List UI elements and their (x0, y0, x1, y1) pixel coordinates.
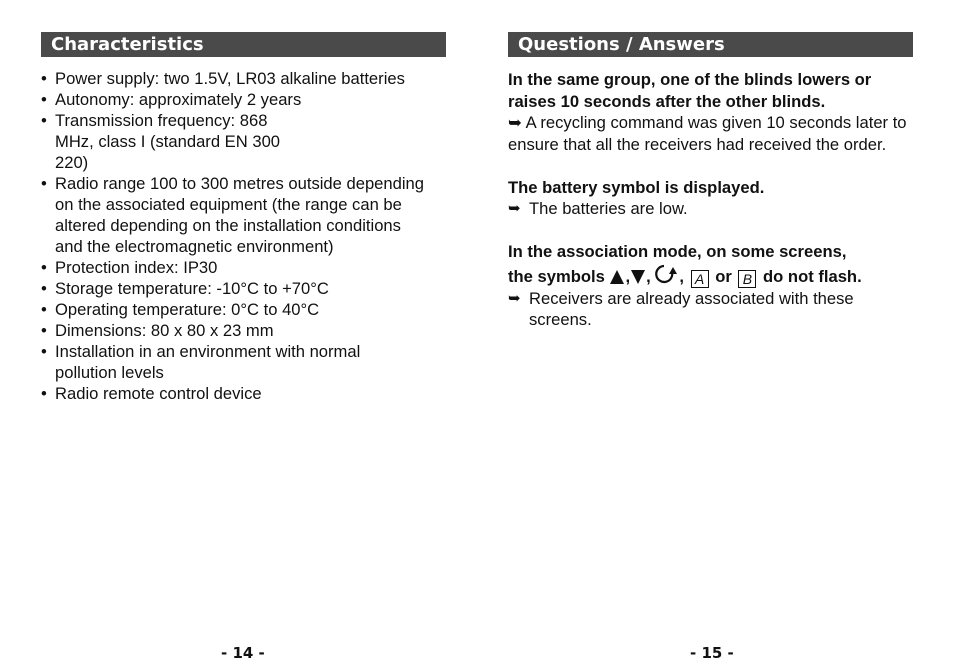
bullet: • (41, 69, 47, 88)
bullet: • (41, 258, 47, 277)
question-3: In the association mode, on some screens, the symbols , , , A or B do not flash. (508, 241, 913, 288)
list-item: • Radio range 100 to 300 metres outside depending on the associated equipment (the range can be altered depending on the installation conditions and the electromagnetic environment) (41, 174, 425, 256)
arrow-icon: ➥ (508, 113, 522, 132)
question-1: In the same group, one of the blinds lowers or raises 10 seconds after the other blinds. (508, 70, 872, 111)
box-a-icon: A (691, 270, 709, 288)
bullet: • (41, 174, 47, 193)
qa-heading: Questions / Answers (508, 32, 913, 57)
list-item: • Radio remote control device (41, 384, 262, 403)
bullet: • (41, 90, 47, 109)
qa-column (508, 32, 913, 662)
list-item: • Installation in an environment with normal pollution levels (41, 342, 361, 382)
answer-3: ➥ Receivers are already associated with these screens. (508, 288, 854, 329)
page-number-right: - 15 - (690, 644, 734, 662)
characteristics-list (41, 68, 446, 404)
list-item: • Transmission frequency: 868 MHz, class I (standard EN 300 220) (41, 111, 281, 172)
list-item: • Operating temperature: 0°C to 40°C (41, 300, 320, 319)
list-item: • Dimensions: 80 x 80 x 23 mm (41, 321, 274, 340)
bullet: • (41, 111, 47, 130)
arrow-icon: ➥ (508, 289, 521, 307)
page-number-left: - 14 - (221, 644, 265, 662)
bullet: • (41, 300, 47, 319)
characteristics-heading: Characteristics (41, 32, 446, 57)
answer-2: ➥ The batteries are low. (508, 199, 688, 218)
list-item: • Power supply: two 1.5V, LR03 alkaline batteries (41, 69, 405, 88)
box-b-icon: B (738, 270, 756, 288)
bullet: • (41, 342, 47, 361)
list-item: • Autonomy: approximately 2 years (41, 90, 302, 109)
recycle-arrow-icon (655, 263, 679, 285)
down-triangle-icon (630, 269, 646, 285)
bullet: • (41, 384, 47, 403)
list-item: • Storage temperature: -10°C to +70°C (41, 279, 329, 298)
qa-content (508, 69, 913, 331)
arrow-icon: ➥ (508, 200, 521, 217)
bullet: • (41, 279, 47, 298)
up-triangle-icon (609, 269, 625, 285)
list-item: • Protection index: IP30 (41, 258, 218, 277)
characteristics-column (41, 32, 446, 662)
bullet: • (41, 321, 47, 340)
answer-1: ➥ A recycling command was given 10 seconds later to ensure that all the receivers had received the order. (508, 113, 907, 154)
question-3-symbols-line: the symbols , , , A or B do not flash. (508, 263, 913, 288)
question-2: The battery symbol is displayed. (508, 177, 765, 197)
